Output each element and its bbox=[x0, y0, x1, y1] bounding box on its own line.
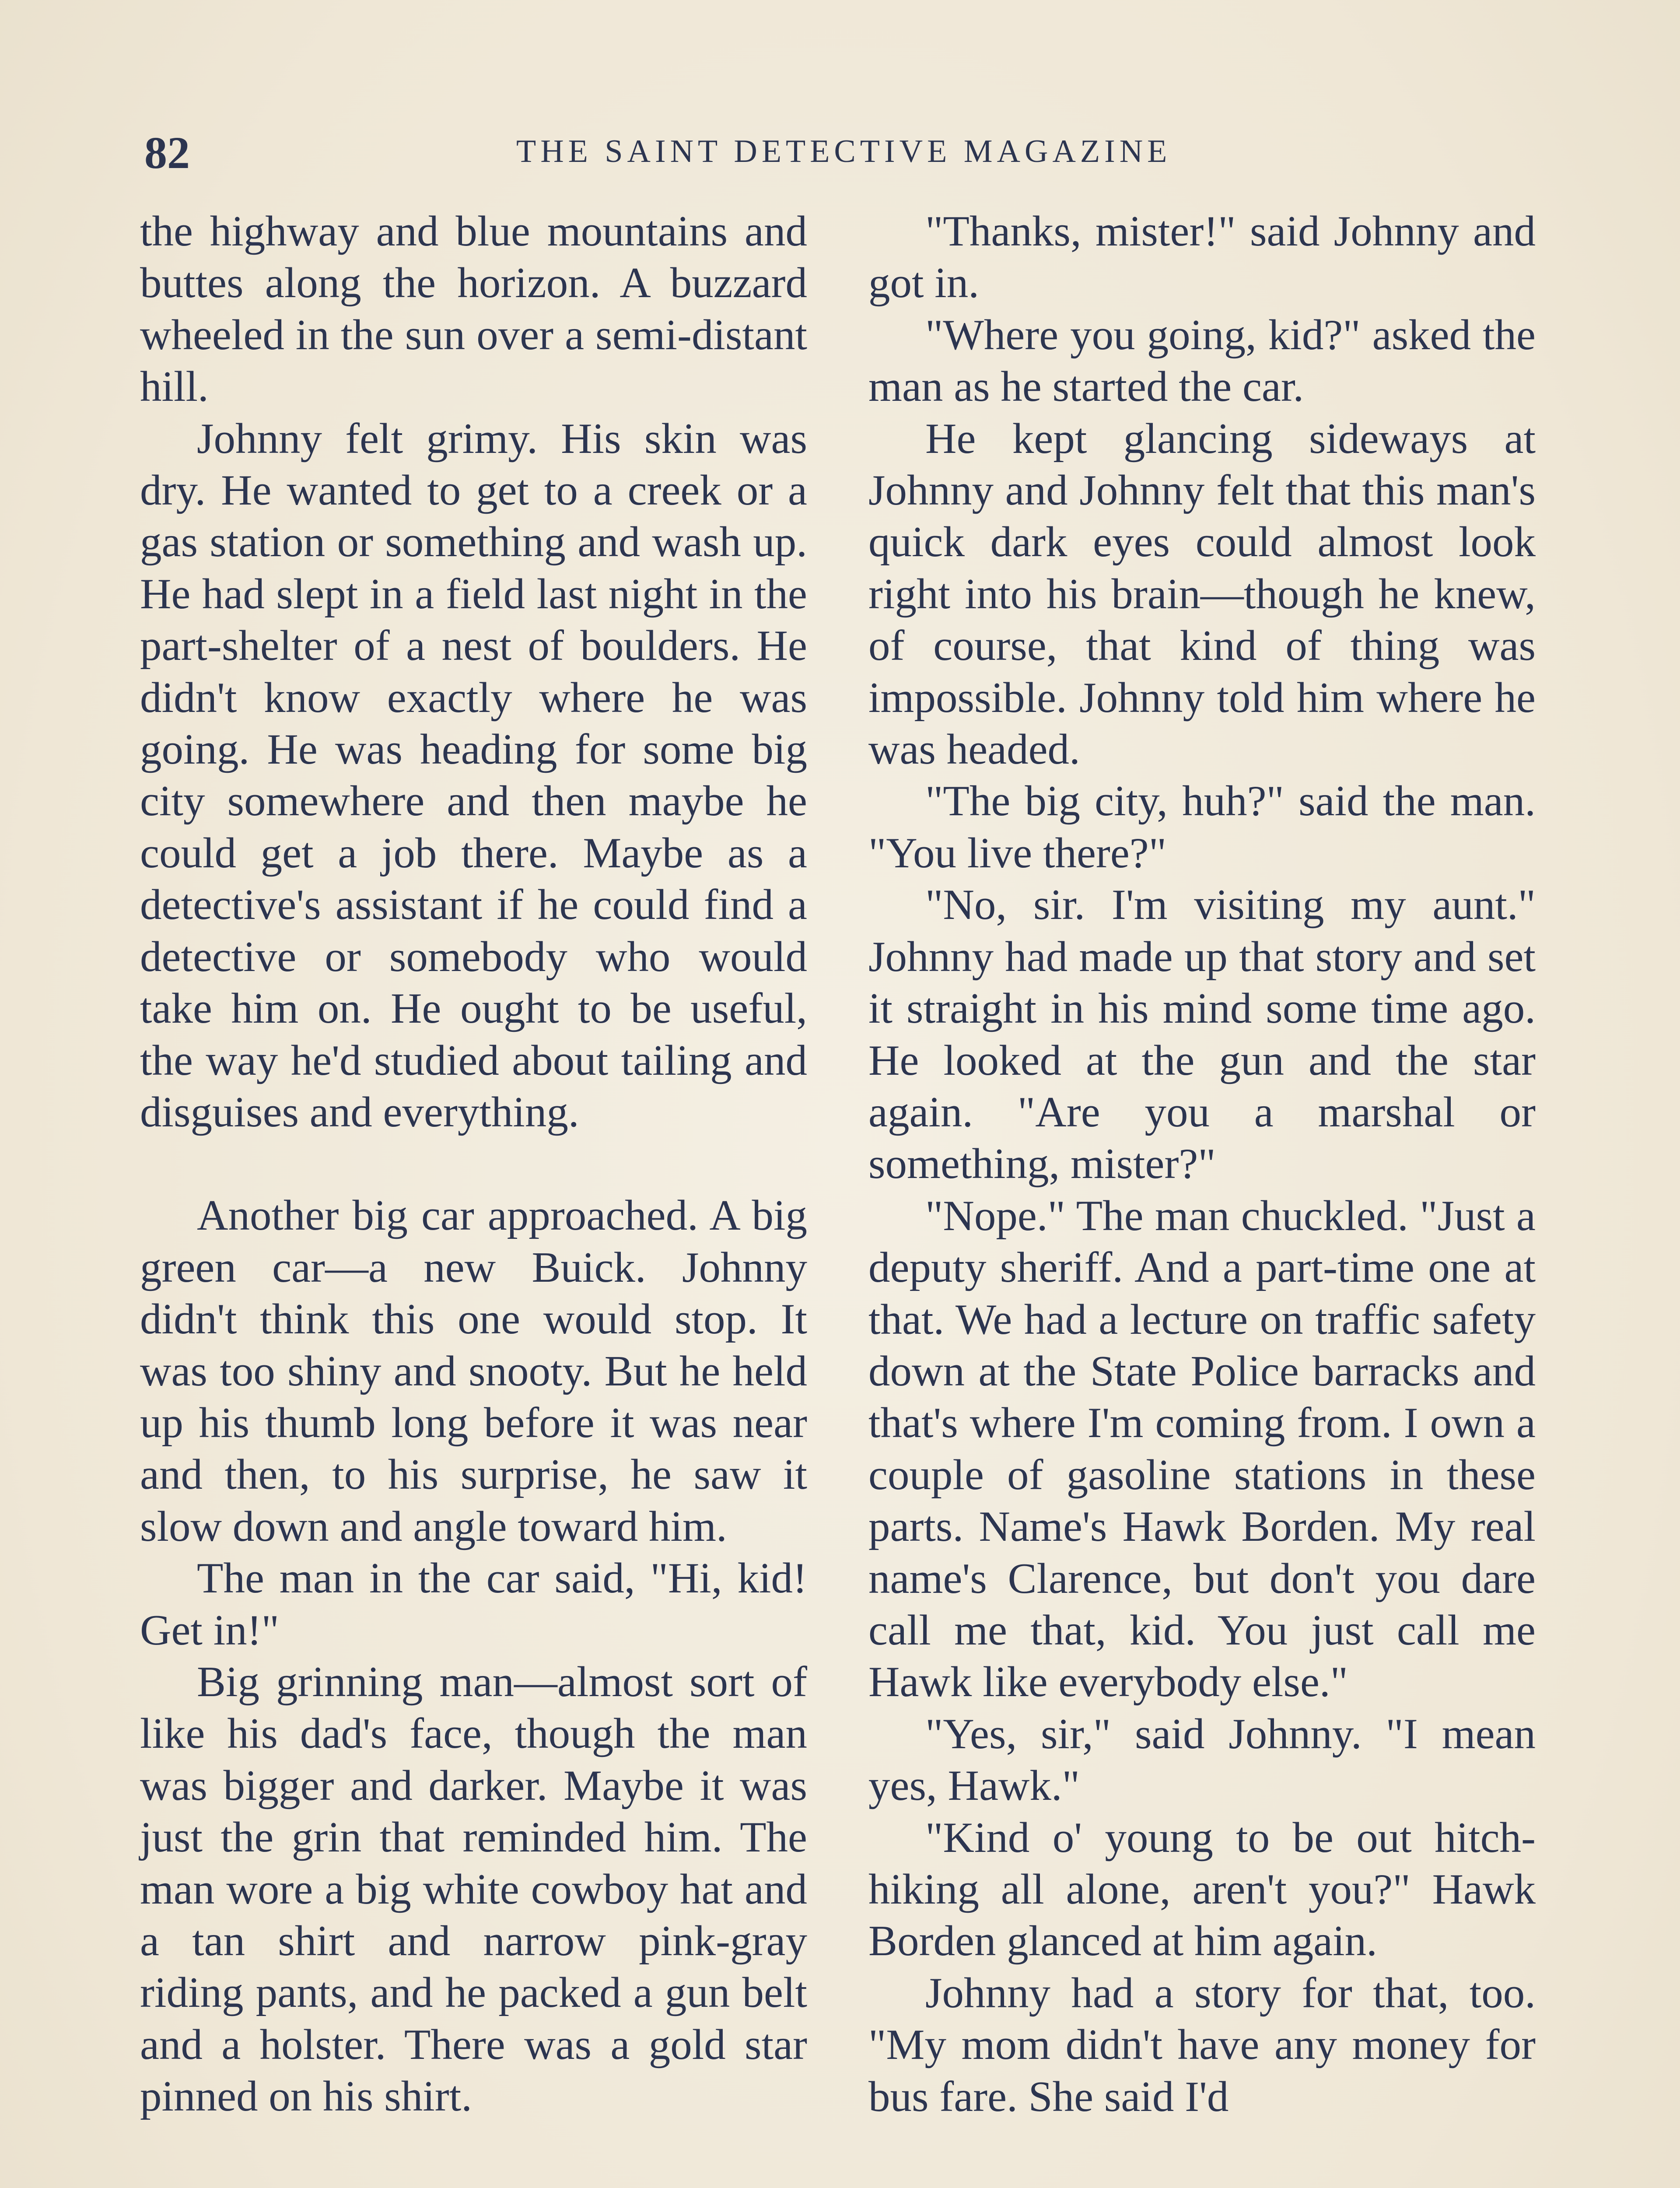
paragraph: "Kind o' young to be out hitch-hiking all alone, aren't you?" Hawk Borden glanced at him again. bbox=[868, 1813, 1536, 1965]
paragraph: "Thanks, mister!" said Johnny and got in. bbox=[868, 207, 1536, 307]
paragraph: "Nope." The man chuckled. "Just a deputy sheriff. And a part-time one at that. We had a lecture on traffic safety down at the State Police barracks and that's where I'm coming from. I own a couple of gasoline stations in these parts. Name's Hawk Borden. My real name's Clarence, but don't you dare call me that, kid. You just call me Hawk like everybody else." bbox=[868, 1192, 1536, 1706]
paragraph: the highway and blue mountains and buttes along the horizon. A buzzard wheeled in the sun over a semi-distant hill. bbox=[140, 207, 807, 411]
left-column bbox=[140, 206, 807, 2123]
paragraph: Johnny had a story for that, too. "My mom didn't have any money for bus fare. She said I'd bbox=[868, 1969, 1536, 2121]
running-head: THE SAINT DETECTIVE MAGAZINE bbox=[516, 133, 1172, 169]
right-column bbox=[868, 206, 1536, 2123]
paragraph: He kept glancing sideways at Johnny and Johnny felt that this man's quick dark eyes could almost look right into his brain—though he knew, of course, that kind of thing was impossible. Johnny told him where he was headed. bbox=[868, 414, 1536, 774]
paragraph: "Where you going, kid?" asked the man as he started the car. bbox=[868, 311, 1536, 411]
page-number: 82 bbox=[144, 128, 190, 178]
paragraph: Big grinning man—almost sort of like his dad's face, though the man was bigger and darker. Maybe it was just the grin that reminded him. The man wore a big white cowboy hat and a tan shirt and narrow pink-gray riding pants, and he packed a gun belt and a holster. There was a gold star pinned on his shirt. bbox=[140, 1658, 807, 2121]
page-header bbox=[144, 127, 1536, 193]
paragraph: Johnny felt grimy. His skin was dry. He wanted to get to a creek or a gas station or something and wash up. He had slept in a field last night in the part-shelter of a nest of boulders. He didn't know exactly where he was going. He was heading for some big city somewhere and then maybe he could get a job there. Maybe as a detective's assistant if he could find a detective or somebody who would take him on. He ought to be useful, the way he'd studied about tailing and disguises and everything. bbox=[140, 414, 807, 1136]
paragraph: "The big city, huh?" said the man. "You live there?" bbox=[868, 777, 1536, 877]
paragraph: "No, sir. I'm visiting my aunt." Johnny had made up that story and set it straight in his mind some time ago. He looked at the gun and the star again. "Are you a marshal or something, mister?" bbox=[868, 881, 1536, 1188]
paragraph: Another big car approached. A big green car—a new Buick. Johnny didn't think this one would stop. It was too shiny and snooty. But he held up his thumb long before it was near and then, to his surprise, he saw it slow down and angle toward him. bbox=[140, 1192, 807, 1550]
paragraph: The man in the car said, "Hi, kid! Get in!" bbox=[140, 1554, 807, 1654]
paragraph: "Yes, sir," said Johnny. "I mean yes, Hawk." bbox=[868, 1710, 1536, 1810]
